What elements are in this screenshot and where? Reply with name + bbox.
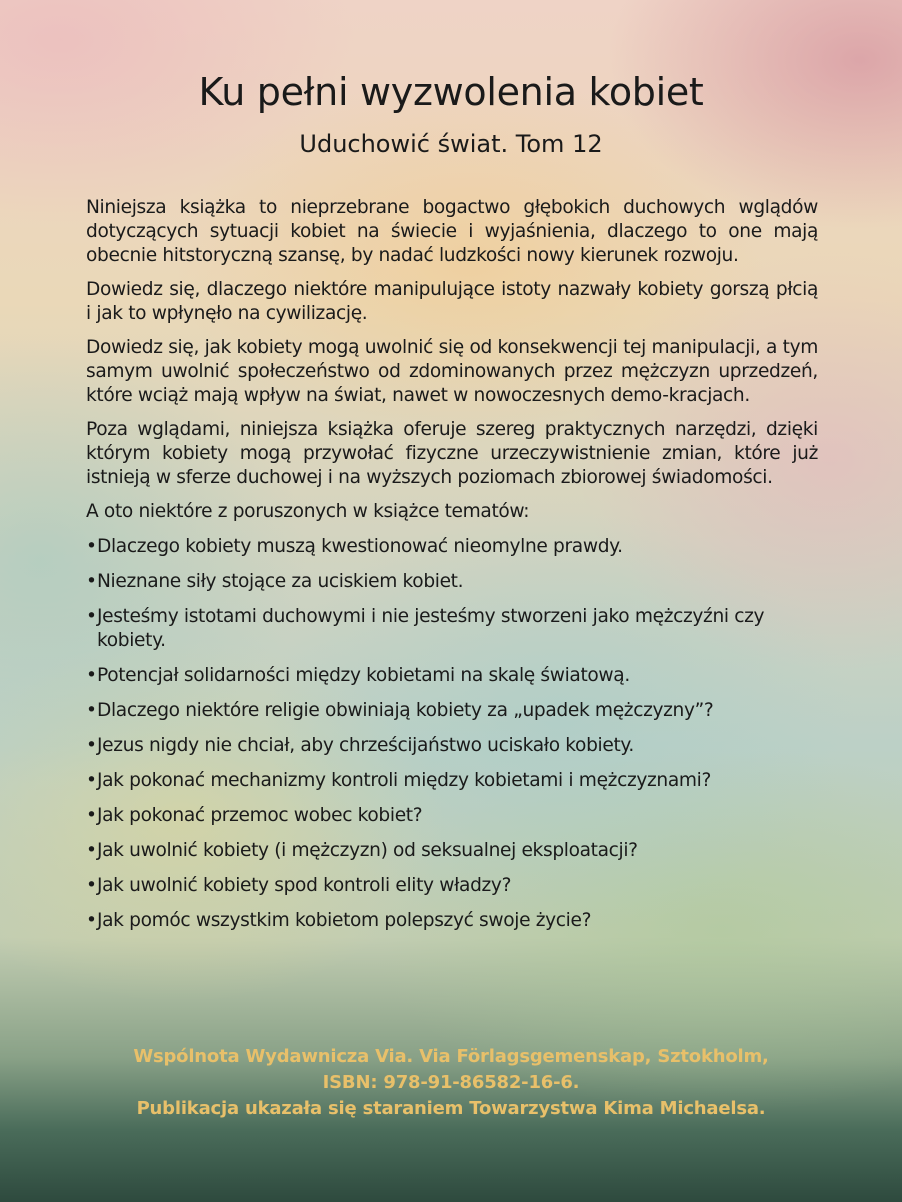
- topic-item: • Jak uwolnić kobiety (i mężczyzn) od seksualnej eksploatacji?: [86, 839, 818, 863]
- topic-item: • Jak pomóc wszystkim kobietom polepszyć swoje życie?: [86, 909, 818, 933]
- topic-item: • Nieznane siły stojące za uciskiem kobiet.: [86, 570, 818, 594]
- topic-item: • Jezus nigdy nie chciał, aby chrześcijaństwo uciskało kobiety.: [86, 734, 818, 758]
- book-title: Ku pełni wyzwolenia kobiet: [198, 70, 704, 114]
- topic-item: • Jak pokonać przemoc wobec kobiet?: [86, 804, 818, 828]
- topics-list: [86, 535, 818, 933]
- isbn-line: ISBN: 978-91-86582-16-6.: [322, 1072, 580, 1093]
- description-body: [86, 196, 818, 944]
- topic-item: • Jak uwolnić kobiety spod kontroli elity władzy?: [86, 874, 818, 898]
- topic-item: • Jak pokonać mechanizmy kontroli między kobietami i mężczyznami?: [86, 769, 818, 793]
- description-paragraph: Dowiedz się, jak kobiety mogą uwolnić się od konsekwencji tej manipulacji, a tym samym uwolnić społeczeństwo od zdominowanych przez mężczyzn uprzedzeń, które wciąż mają wpływ na świat, nawet w nowoczesnych demo-kracjach.: [86, 337, 818, 406]
- description-paragraph: Poza wglądami, niniejsza książka oferuje szereg praktycznych narzędzi, dzięki którym kobiety mogą przywołać fizyczne urzeczywistnienie zmian, które już istnieją w sferze duchowej i na wyższych poziomach zbiorowej świadomości.: [86, 419, 818, 488]
- publisher-info: [0, 1044, 902, 1122]
- description-paragraph: Dowiedz się, dlaczego niektóre manipulujące istoty nazwały kobiety gorszą płcią i jak to wpłynęło na cywilizację.: [86, 279, 818, 324]
- topic-item: • Potencjał solidarności między kobietami na skalę światową.: [86, 664, 818, 688]
- topic-item: • Dlaczego niektóre religie obwiniają kobiety za „upadek mężczyzny”?: [86, 699, 818, 723]
- publication-note: Publikacja ukazała się staraniem Towarzystwa Kima Michaelsa.: [136, 1098, 766, 1119]
- publisher-line: Wspólnota Wydawnicza Via. Via Förlagsgemenskap, Sztokholm,: [133, 1046, 769, 1067]
- topic-item: • Jesteśmy istotami duchowymi i nie jesteśmy stworzeni jako mężczyźni czy kobiety.: [86, 605, 769, 653]
- topics-intro: A oto niektóre z poruszonych w książce tematów:: [86, 501, 530, 522]
- description-paragraph: Niniejsza książka to nieprzebrane bogactwo głębokich duchowych wglądów dotyczących sytuacji kobiet na świecie i wyjaśnienia, dlaczego to one mają obecnie hitstoryczną szansę, by nadać ludzkości nowy kierunek rozwoju.: [86, 197, 818, 266]
- topic-item: • Dlaczego kobiety muszą kwestionować nieomylne prawdy.: [86, 535, 818, 559]
- book-subtitle: Uduchowić świat. Tom 12: [299, 130, 603, 158]
